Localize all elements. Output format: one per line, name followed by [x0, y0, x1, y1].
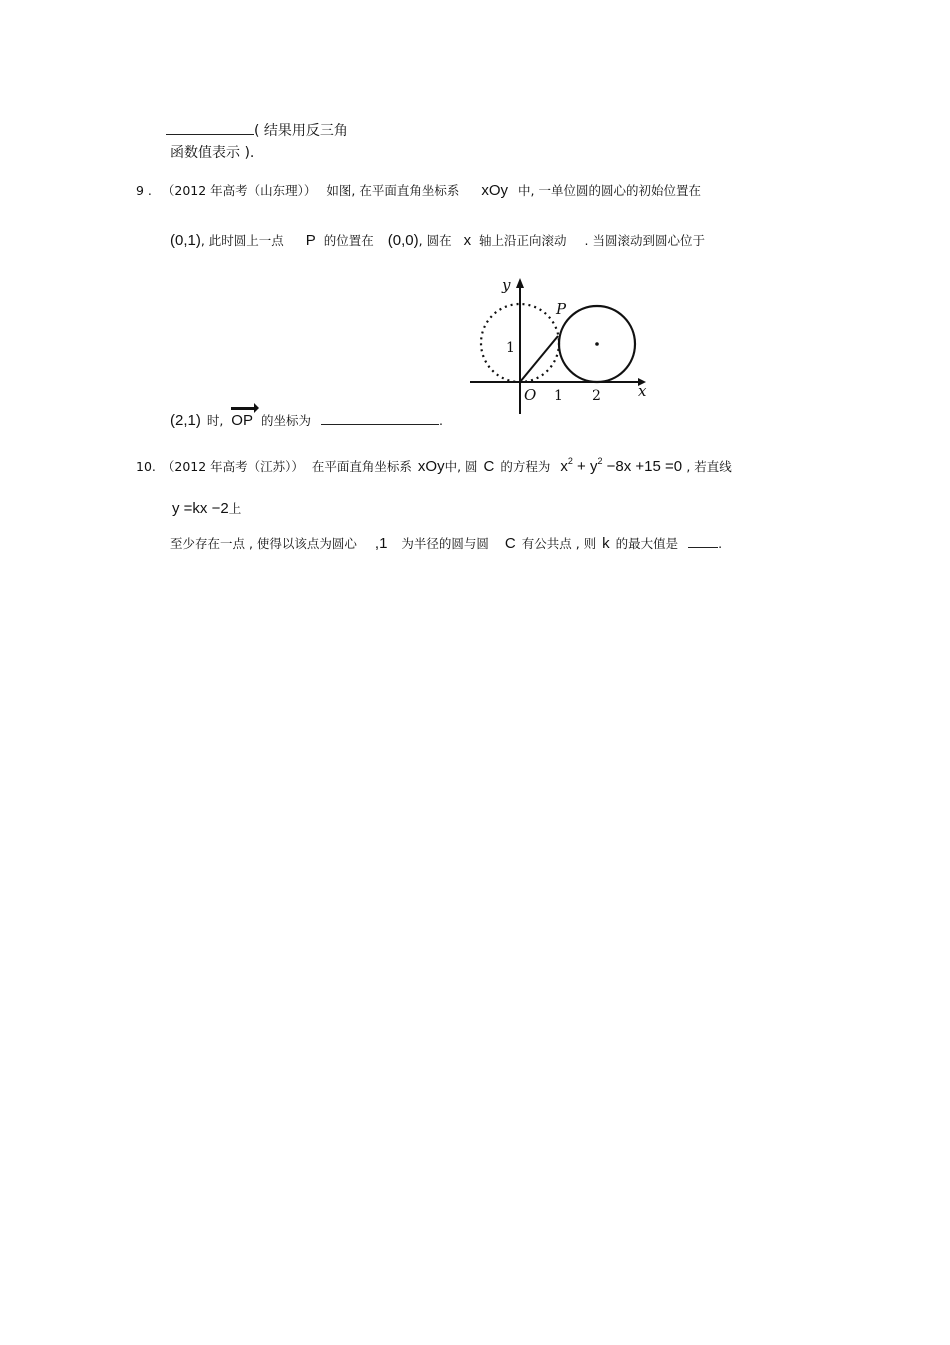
tick-1-label: 1 [554, 388, 563, 404]
vector-arrowhead [254, 403, 259, 413]
eq-sup-1: 2 [567, 456, 573, 466]
q10-line1-math: xOy [417, 458, 445, 475]
q10-line3-c: 为半径的圆与圆 [401, 536, 489, 551]
prev-question-line-1 [166, 120, 348, 140]
q9-line2-b: , 此时圆上一点 [200, 233, 284, 248]
q9-line1-math: xOy [481, 182, 509, 199]
eq-rest: −8x +15 =0 [606, 458, 683, 475]
q10-line3-b: ,1 [374, 535, 388, 552]
q10-answer-blank[interactable] [688, 533, 718, 548]
q10-line-equation: y =kx −2 [172, 500, 229, 517]
p-label: P [556, 300, 567, 318]
y-axis-label: y [502, 276, 511, 294]
q9-line2-f: , 圆在 [418, 233, 452, 248]
q9-line-3 [170, 410, 443, 430]
segment-op [520, 336, 558, 382]
q10-number: 10. [136, 459, 156, 474]
q9-line2-h: 轴上沿正向滚动 [479, 233, 567, 248]
q9-figure [466, 272, 656, 418]
q10-line1-d: 的方程为 [500, 459, 551, 474]
q10-line1-b: 中, 圆 [444, 459, 478, 474]
q10-line3-d: C [504, 535, 516, 552]
q10-line1-text: 在平面直角坐标系 [311, 459, 412, 474]
q9-line-1 [136, 182, 701, 200]
q9-line2-d: 的位置在 [323, 233, 374, 248]
radius-one-label: 1 [506, 340, 515, 356]
q10-line3-e: 有公共点 , 则 [521, 536, 597, 551]
q10-line3-a: 至少存在一点 , 使得以该点为圆心 [170, 536, 357, 551]
prev-question-line-2 [170, 144, 254, 162]
q9-source: （2012 年高考（山东理）） [161, 183, 317, 198]
q9-point-p: P [305, 232, 316, 249]
q9-line-2 [170, 232, 705, 250]
q10-line3-g: 的最大值是 [615, 536, 679, 551]
eq-plus: + [577, 458, 586, 475]
origin-label: O [524, 386, 537, 404]
x-axis-label: x [638, 382, 647, 400]
q9-line2-i: . 当圆滚动到圆心位于 [584, 233, 705, 248]
q9-axis-x: x [463, 232, 472, 249]
q9-line1-text: 如图, 在平面直角坐标系 [326, 183, 460, 198]
eq-x: x [560, 458, 568, 475]
tick-2-label: 2 [592, 388, 601, 404]
q10-line3-f: k [602, 535, 610, 552]
eq-y: y [589, 458, 598, 475]
q9-center-point: (2,1) [170, 412, 201, 429]
q10-line2-end: 上 [228, 501, 242, 516]
q9-vector-op [231, 412, 253, 430]
q9-answer-blank[interactable] [321, 410, 439, 425]
q9-vector-label: OP [231, 412, 253, 429]
q9-point-start: (0,1) [170, 232, 201, 249]
prev-question-tail-2: 函数值表示 ). [170, 145, 255, 161]
answer-blank[interactable] [166, 120, 254, 135]
circle-center-dot [595, 342, 599, 346]
q10-line-2 [172, 500, 241, 518]
q9-line3-end: . [438, 413, 443, 428]
q10-circle-c: C [483, 458, 495, 475]
q9-line1-rest: 中, 一单位圆的圆心的初始位置在 [518, 183, 701, 198]
prev-question-tail-1: ( 结果用反三角 [254, 123, 348, 139]
q9-line3-c: 的坐标为 [260, 413, 311, 428]
y-axis-arrow [516, 278, 524, 288]
q10-source: （2012 年高考（江苏）） [161, 459, 304, 474]
q10-equation [560, 458, 686, 475]
q10-line-1 [136, 458, 732, 477]
q9-point-origin: (0,0) [387, 232, 419, 249]
q10-line-3 [170, 533, 722, 553]
q9-line3-b: 时, [206, 413, 224, 428]
q10-line1-end: , 若直线 [686, 459, 732, 474]
q10-line3-end: . [718, 536, 723, 551]
eq-sup-2: 2 [597, 456, 603, 466]
q9-number: 9 . [136, 183, 152, 198]
